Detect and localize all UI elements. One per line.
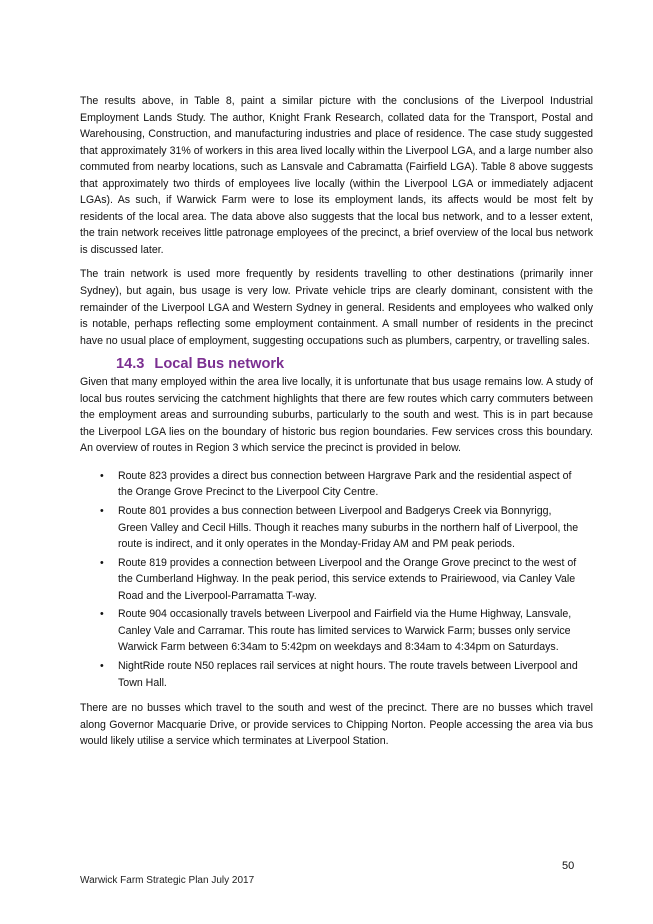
bus-route-list [80, 468, 583, 691]
bullet-icon: • [100, 505, 104, 518]
document-page [80, 93, 593, 750]
bullet-icon: • [100, 659, 104, 672]
list-item-route-801: • Route 801 provides a bus connection between Liverpool and Badgerys Creek via Bonnyrigg, Green Valley and Cecil Hills. Though it reaches many suburbs in the northern half of Liverpool, the route is indirect, and it only operates in the Monday-Friday AM and PM peak periods. [100, 505, 579, 551]
list-item-route-n50: • NightRide route N50 replaces rail services at night hours. The route travels between Liverpool and Town Hall. [100, 659, 578, 689]
section-intro-paragraph: Given that many employed within the area live locally, it is unfortunate that bus usage remains low. A study of local bus routes servicing the catchment highlights that there are few routes which carry commuters between the employment areas and surrounding suburbs, particularly to the south and west. This is in part because the Liverpool LGA lies on the boundary of historic bus region boundaries. Few services cross this boundary. An overview of routes in Region 3 which service the precinct is provided in below. [80, 376, 593, 455]
bullet-icon: • [100, 469, 104, 482]
section-number: 14.3 [116, 356, 145, 373]
closing-paragraph: There are no busses which travel to the south and west of the precinct. There are no busses which travel along Governor Macquarie Drive, or provide services to Chipping Norton. People accessing the area via bus would likely utilise a service which terminates at Liverpool Station. [80, 702, 593, 748]
section-heading [80, 354, 593, 374]
list-item-route-904: • Route 904 occasionally travels between Liverpool and Fairfield via the Hume Highway, Lansvale, Canley Vale and Carramar. This route has limited services to Warwick Farm; busses only service Warwick Farm between 6:34am to 5:42pm on weekdays and 8:34am to 4:34pm on Saturdays. [100, 608, 572, 654]
list-item-route-823: • Route 823 provides a direct bus connection between Hargrave Park and the residential aspect of the Orange Grove Precinct to the Liverpool City Centre. [100, 469, 572, 499]
bullet-icon: • [100, 608, 104, 621]
paragraph-train-network: The train network is used more frequently by residents travelling to other destinations (primarily inner Sydney), but again, bus usage is very low. Private vehicle trips are clearly dominant, consistent with the remainder of the Liverpool LGA and Western Sydney in general. Residents and employees who walked only is notable, perhaps reflecting some employment containment. A small number of residents in the precinct have no usual place of employment, suggesting occupations such as plumbers, carpentry, or travelling sales. [80, 268, 593, 347]
section-title: Local Bus network [154, 356, 285, 373]
page-number: 50 [562, 860, 575, 872]
list-item-route-819: • Route 819 provides a connection between Liverpool and the Orange Grove precinct to the west of the Cumberland Highway. In the peak period, this service extends to Prairiewood, via Canley Vale Road and the Liverpool-Parramatta T-way. [100, 556, 577, 602]
footer-document-title: Warwick Farm Strategic Plan July 2017 [80, 875, 255, 886]
paragraph-table8-results: The results above, in Table 8, paint a similar picture with the conclusions of the Liverpool Industrial Employment Lands Study. The author, Knight Frank Research, collated data for the Transport, Postal and Warehousing, Construction, and manufacturing industries and place of residence. The case study suggested that approximately 31% of workers in this area lived locally within the Liverpool LGA, and a large number also commuted from nearby locations, such as Lansvale and Cabramatta (Fairfield LGA). Table 8 above suggests that approximately two thirds of employees live locally (within the Liverpool LGA or immediately adjacent LGAs). As such, if Warwick Farm were to lose its employment lands, its affects would be most felt by residents of the local area. The data above also suggests that the local bus network, and to a lesser extent, the train network receives little patronage employees of the precinct, a brief overview of the local bus network is discussed later. [80, 95, 593, 256]
bullet-icon: • [100, 556, 104, 569]
